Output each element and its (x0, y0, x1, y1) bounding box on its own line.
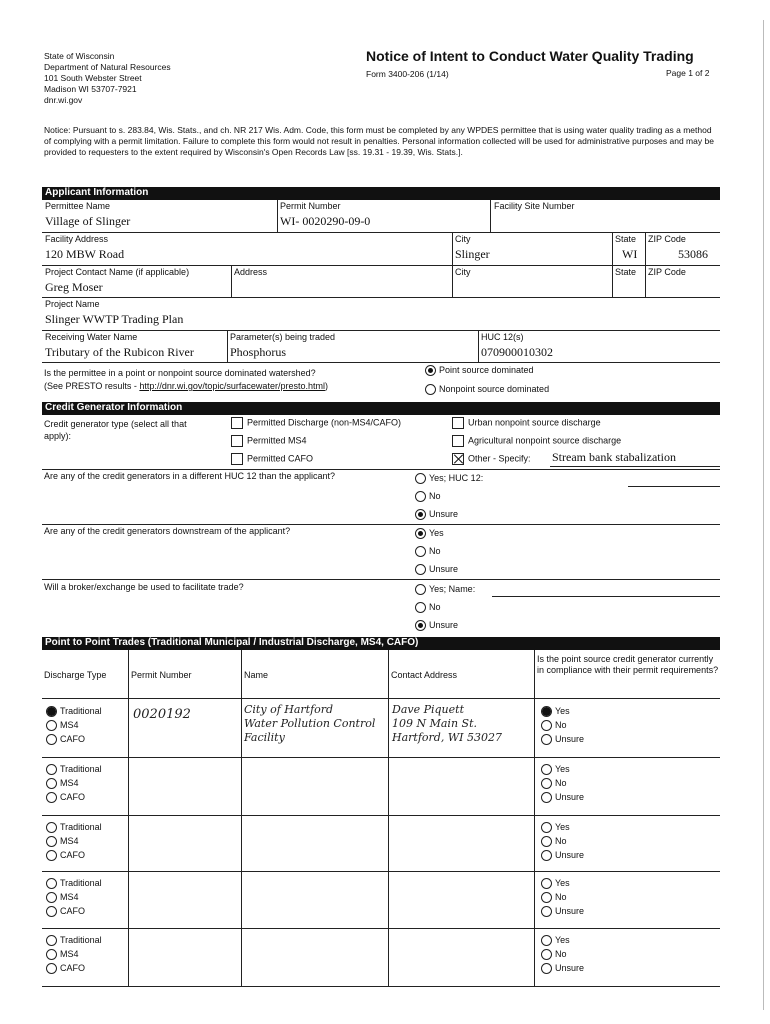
zip-label: ZIP Code (648, 234, 686, 244)
opt-down-yes[interactable]: Yes (415, 528, 444, 539)
col-permit-number: Permit Number (131, 670, 192, 680)
water-label: Receiving Water Name (45, 332, 138, 342)
agency-line: Madison WI 53707-7921 (44, 84, 137, 94)
state-value[interactable]: WI (622, 247, 638, 261)
checkbox-icon[interactable] (452, 417, 464, 429)
section-p2p: Point to Point Trades (Traditional Municipal / Industrial Discharge, MS4, CAFO) (42, 637, 720, 650)
radio-icon[interactable] (425, 384, 436, 395)
radio-icon[interactable] (46, 949, 57, 960)
row4-compliance[interactable]: Yes No Unsure (541, 876, 584, 918)
opt-broker-unsure[interactable]: Unsure (415, 620, 458, 631)
chk-permitted-discharge[interactable]: Permitted Discharge (non-MS4/CAFO) (231, 417, 401, 429)
opt-down-no[interactable]: No (415, 546, 441, 557)
water-value[interactable]: Tributary of the Rubicon River (45, 345, 194, 359)
watershed-question-2: (See PRESTO results - http://dnr.wi.gov/topic/surfacewater/presto.html) (44, 381, 328, 391)
row1-contact[interactable]: Dave Piquett 109 N Main St. Hartford, WI 53027 (392, 703, 502, 744)
permittee-label: Permittee Name (45, 201, 111, 211)
presto-link[interactable]: http://dnr.wi.gov/topic/surfacewater/presto.html (139, 381, 325, 391)
chk-agricultural-nonpoint[interactable]: Agricultural nonpoint source discharge (452, 435, 621, 447)
section-applicant: Applicant Information (42, 187, 720, 200)
radio-icon[interactable] (541, 949, 552, 960)
permittee-value[interactable]: Village of Slinger (45, 214, 131, 228)
radio-icon[interactable] (415, 473, 426, 484)
row2-compliance[interactable]: Yes No Unsure (541, 762, 584, 804)
form-title: Notice of Intent to Conduct Water Quality Trading (366, 48, 694, 64)
row4-type[interactable]: Traditional MS4 CAFO (46, 876, 102, 918)
radio-selected-icon[interactable] (415, 509, 426, 520)
q-downstream: Are any of the credit generators downstream of the applicant? (44, 526, 291, 536)
radio-selected-icon[interactable] (46, 706, 57, 717)
row1-permit[interactable]: 0020192 (133, 707, 191, 722)
col-discharge-type: Discharge Type (44, 670, 107, 680)
radio-icon[interactable] (541, 892, 552, 903)
radio-icon[interactable] (415, 546, 426, 557)
opt-huc-yes[interactable]: Yes; HUC 12: (415, 473, 483, 484)
radio-icon[interactable] (46, 892, 57, 903)
facility-address-value[interactable]: 120 MBW Road (45, 247, 125, 261)
radio-icon[interactable] (541, 850, 552, 861)
radio-icon[interactable] (46, 778, 57, 789)
checkbox-icon[interactable] (231, 417, 243, 429)
params-value[interactable]: Phosphorus (230, 345, 287, 359)
permit-number-label: Permit Number (280, 201, 341, 211)
row5-compliance[interactable]: Yes No Unsure (541, 933, 584, 975)
section-credit: Credit Generator Information (42, 402, 720, 415)
huc-value[interactable]: 070900010302 (481, 345, 553, 359)
radio-selected-icon[interactable] (541, 706, 552, 717)
opt-point-source[interactable]: Point source dominated (425, 365, 534, 376)
radio-selected-icon[interactable] (415, 528, 426, 539)
facility-site-label: Facility Site Number (494, 201, 575, 211)
watershed-question: Is the permittee in a point or nonpoint source dominated watershed? (44, 368, 316, 378)
opt-broker-no[interactable]: No (415, 602, 441, 613)
radio-icon[interactable] (46, 850, 57, 861)
facility-address-label: Facility Address (45, 234, 109, 244)
radio-icon[interactable] (46, 734, 57, 745)
address-label: Address (234, 267, 268, 277)
radio-icon[interactable] (46, 764, 57, 775)
chk-urban-nonpoint[interactable]: Urban nonpoint source discharge (452, 417, 601, 429)
contact-label: Project Contact Name (if applicable) (45, 267, 190, 277)
col-name: Name (244, 670, 269, 680)
radio-icon[interactable] (415, 602, 426, 613)
radio-icon[interactable] (46, 935, 57, 946)
q-different-huc: Are any of the credit generators in a different HUC 12 than the applicant? (44, 471, 336, 481)
city-label: City (455, 234, 471, 244)
radio-icon[interactable] (541, 764, 552, 775)
radio-icon[interactable] (46, 906, 57, 917)
radio-icon[interactable] (541, 734, 552, 745)
params-label: Parameter(s) being traded (230, 332, 336, 342)
opt-nonpoint-source[interactable]: Nonpoint source dominated (425, 384, 549, 395)
form-number: Form 3400-206 (1/14) (366, 69, 449, 79)
credit-type-label: Credit generator type (select all that apply): (44, 419, 187, 441)
radio-selected-icon[interactable] (415, 620, 426, 631)
radio-icon[interactable] (541, 822, 552, 833)
radio-icon[interactable] (46, 822, 57, 833)
huc-label: HUC 12(s) (481, 332, 524, 342)
other-specify-value[interactable]: Stream bank stabalization (552, 450, 676, 464)
checkbox-icon[interactable] (231, 435, 243, 447)
radio-icon[interactable] (541, 792, 552, 803)
checkbox-checked-icon[interactable] (452, 453, 464, 465)
radio-icon[interactable] (415, 564, 426, 575)
state-label: State (615, 234, 637, 244)
radio-icon[interactable] (541, 878, 552, 889)
agency-line: Department of Natural Resources (44, 62, 171, 72)
radio-icon[interactable] (415, 584, 426, 595)
row1-type[interactable]: Traditional MS4 CAFO (46, 704, 102, 746)
radio-icon[interactable] (46, 836, 57, 847)
row2-type[interactable]: Traditional MS4 CAFO (46, 762, 102, 804)
radio-icon[interactable] (541, 935, 552, 946)
col-contact: Contact Address (391, 670, 458, 680)
opt-broker-yes[interactable]: Yes; Name: (415, 584, 475, 595)
chk-permitted-ms4[interactable]: Permitted MS4 (231, 435, 307, 447)
opt-down-unsure[interactable]: Unsure (415, 564, 458, 575)
zip2-label: ZIP Code (648, 267, 686, 277)
radio-icon[interactable] (541, 836, 552, 847)
agency-line: State of Wisconsin (44, 51, 115, 61)
agency-line: dnr.wi.gov (44, 95, 83, 105)
page-number: Page 1 of 2 (666, 68, 710, 78)
radio-icon[interactable] (46, 963, 57, 974)
opt-huc-unsure[interactable]: Unsure (415, 509, 458, 520)
col-compliance: Is the point source credit generator currently in compliance with their permit requirements? (537, 654, 719, 675)
opt-huc-no[interactable]: No (415, 491, 441, 502)
q-broker: Will a broker/exchange be used to facilitate trade? (44, 582, 244, 592)
contact-value[interactable]: Greg Moser (45, 280, 103, 294)
permit-number-value[interactable]: WI- 0020290-09-0 (280, 214, 371, 228)
checkbox-icon[interactable] (231, 453, 243, 465)
radio-icon[interactable] (541, 906, 552, 917)
chk-permitted-cafo[interactable]: Permitted CAFO (231, 453, 313, 465)
notice-text: Notice: Pursuant to s. 283.84, Wis. Stats., and ch. NR 217 Wis. Adm. Code, this form must be completed by any WPDES permittee that is using water quality trading as a method of complying with a permit limitation. Failure to complete this form would not result in penalties. Personal information collected will be used for administrative purposes and may be provided to requesters to the extent required by Wisconsin's Open Records Law [ss. 19.31 - 19.39, Wis. Stats.]. (44, 125, 714, 157)
radio-selected-icon[interactable] (425, 365, 436, 376)
scan-edge (763, 20, 764, 1010)
zip-value[interactable]: 53086 (678, 247, 708, 261)
chk-other[interactable]: Other - Specify: (452, 453, 531, 465)
row3-type[interactable]: Traditional MS4 CAFO (46, 820, 102, 862)
row5-type[interactable]: Traditional MS4 CAFO (46, 933, 102, 975)
radio-icon[interactable] (46, 878, 57, 889)
project-label: Project Name (45, 299, 100, 309)
radio-icon[interactable] (541, 720, 552, 731)
city-value[interactable]: Slinger (455, 247, 490, 261)
row1-compliance[interactable]: Yes No Unsure (541, 704, 584, 746)
state2-label: State (615, 267, 637, 277)
radio-icon[interactable] (541, 778, 552, 789)
radio-icon[interactable] (415, 491, 426, 502)
checkbox-icon[interactable] (452, 435, 464, 447)
radio-icon[interactable] (46, 792, 57, 803)
radio-icon[interactable] (46, 720, 57, 731)
radio-icon[interactable] (541, 963, 552, 974)
row1-name[interactable]: City of Hartford Water Pollution Control Facility (244, 703, 376, 744)
project-value[interactable]: Slinger WWTP Trading Plan (45, 312, 184, 326)
city2-label: City (455, 267, 471, 277)
agency-line: 101 South Webster Street (44, 73, 142, 83)
row3-compliance[interactable]: Yes No Unsure (541, 820, 584, 862)
agency-block (44, 51, 171, 106)
